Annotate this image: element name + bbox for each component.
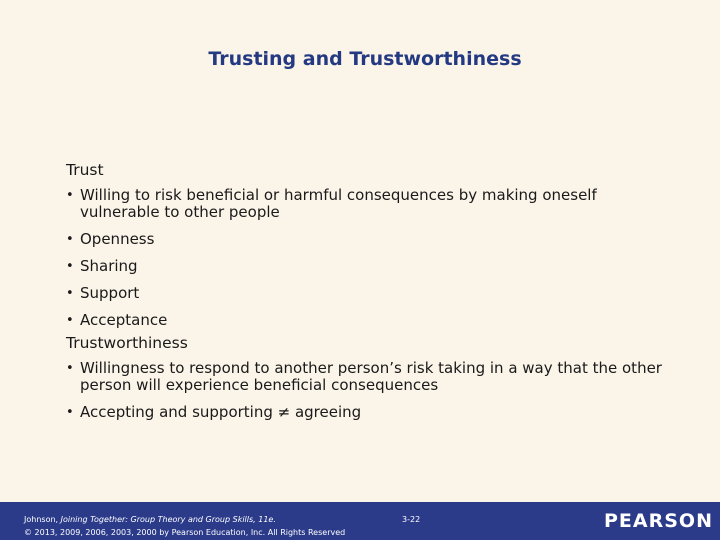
footer-copyright: © 2013, 2009, 2006, 2003, 2000 by Pearson Education, Inc. All Rights Reserved [24, 528, 346, 537]
trust-bullet-list [66, 187, 666, 329]
footer-citation [24, 515, 276, 524]
bullet-icon: • [66, 232, 74, 247]
slide-content [66, 160, 666, 431]
section-heading-trust: Trust [66, 161, 104, 179]
list-item: • Accepting and supporting ≠ agreeing [66, 403, 362, 421]
footer-bar [0, 502, 720, 540]
bullet-icon: • [66, 405, 74, 420]
footer-book-title: Joining Together: Group Theory and Group Skills, 11e. [60, 515, 276, 524]
list-item: • Willing to risk beneficial or harmful consequences by making oneself vulnerable to other people [66, 186, 597, 221]
bullet-icon: • [66, 361, 74, 376]
list-item: • Willingness to respond to another person’s risk taking in a way that the other person will experience beneficial consequences [66, 359, 662, 394]
bullet-icon: • [66, 286, 74, 301]
bullet-icon: • [66, 313, 74, 328]
trustworthiness-bullet-list [66, 360, 666, 421]
pearson-logo: PEARSON [604, 510, 713, 532]
bullet-icon: • [66, 188, 74, 203]
footer-author: Johnson, [24, 515, 61, 524]
page-number: 3-22 [402, 515, 421, 524]
list-item: • Sharing [66, 257, 138, 275]
slide-title: Trusting and Trustworthiness [208, 48, 522, 70]
bullet-icon: • [66, 259, 74, 274]
list-item: • Acceptance [66, 311, 168, 329]
list-item: • Openness [66, 230, 155, 248]
list-item: • Support [66, 284, 140, 302]
section-heading-trustworthiness: Trustworthiness [66, 334, 188, 352]
